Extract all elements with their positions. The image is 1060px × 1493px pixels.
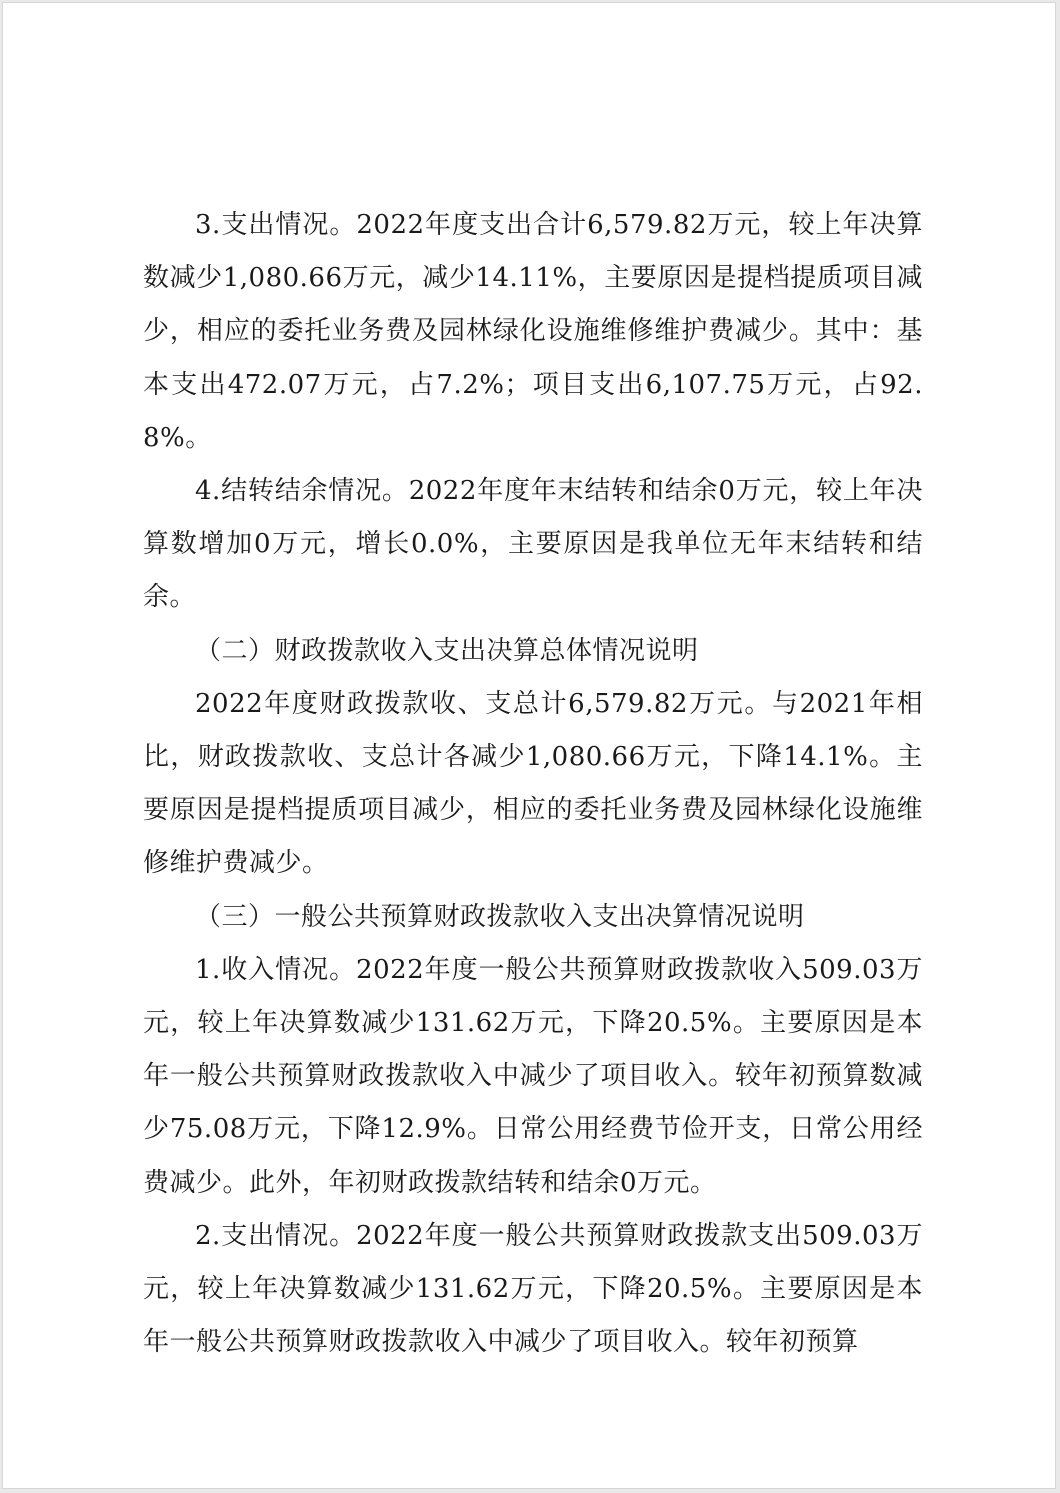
paragraph-general-income: 1.收入情况。2022年度一般公共预算财政拨款收入509.03万元，较上年决算数减少131.62万元，下降20.5%。主要原因是本年一般公共预算财政拨款收入中减少了项目收入。较年初预算数减少75.08万元，下降12.9%。日常公用经费节俭开支，日常公用经费减少。此外，年初财政拨款结转和结余0万元。	[143, 954, 923, 1198]
document-body	[143, 199, 923, 1369]
paragraph-expenditure: 3.支出情况。2022年度支出合计6,579.82万元，较上年决算数减少1,080.66万元，减少14.11%，主要原因是提档提质项目减少，相应的委托业务费及园林绿化设施维修维护费减少。其中：基本支出472.07万元，占7.2%；项目支出6,107.75万元，占92.8%。	[143, 210, 923, 453]
document-page	[2, 2, 1056, 1489]
section-heading-2: （二）财政拨款收入支出决算总体情况说明	[195, 635, 699, 666]
paragraph-carryover: 4.结转结余情况。2022年度年末结转和结余0万元，较上年决算数增加0万元，增长0.0%，主要原因是我单位无年末结转和结余。	[143, 476, 923, 613]
section-heading-3: （三）一般公共预算财政拨款收入支出决算情况说明	[195, 901, 805, 932]
paragraph-general-expenditure: 2.支出情况。2022年度一般公共预算财政拨款支出509.03万元，较上年决算数减少131.62万元，下降20.5%。主要原因是本年一般公共预算财政拨款收入中减少了项目收入。较年初预算	[143, 1220, 923, 1358]
paragraph-fiscal-overview: 2022年度财政拨款收、支总计6,579.82万元。与2021年相比，财政拨款收、支总计各减少1,080.66万元，下降14.1%。主要原因是提档提质项目减少，相应的委托业务费及园林绿化设施维修维护费减少。	[143, 688, 923, 879]
